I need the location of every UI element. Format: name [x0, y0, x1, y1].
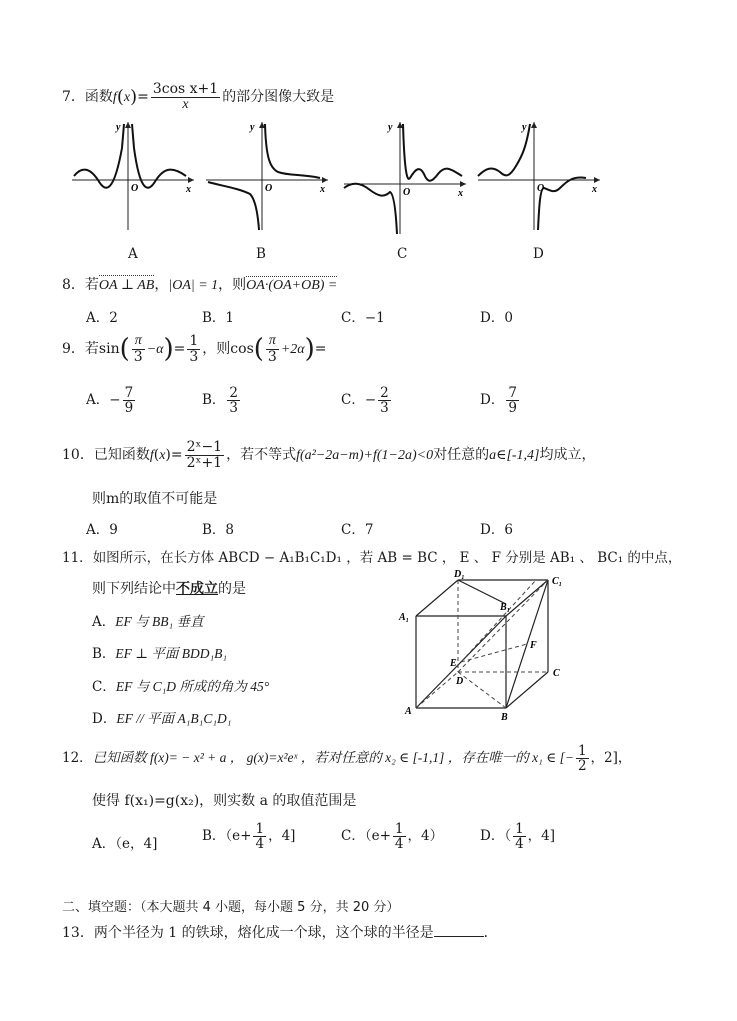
- svg-text:O: O: [537, 183, 545, 194]
- question-13-stem: 13．两个半径为 1 的铁球，熔化成一个球，这个球的半径是 ．: [62, 925, 498, 941]
- graph-label-a: A: [128, 246, 138, 262]
- svg-text:A: A: [405, 706, 412, 717]
- svg-text:y: y: [388, 122, 393, 133]
- q8-option-d[interactable]: D．0: [480, 310, 513, 326]
- svg-text:y: y: [116, 122, 121, 133]
- svg-text:D₁: D₁: [454, 569, 465, 580]
- q9-option-b[interactable]: B． $\frac{2}{3}$: [202, 385, 239, 417]
- graph-label-b: B: [256, 246, 266, 262]
- svg-text:x: x: [592, 184, 597, 195]
- cuboid-figure: [396, 566, 576, 726]
- svg-text:B: B: [501, 712, 508, 723]
- svg-text:O: O: [131, 183, 139, 194]
- svg-text:A₁: A₁: [399, 612, 410, 623]
- q9-option-a[interactable]: A．− $\frac{7}{9}$: [86, 385, 134, 417]
- question-12-stem: 12．已知函数 f(x)= − x² + a ， g(x)=x²eˣ ，若对任意的 x₂ ∈ [-1,1] ，存在唯一的 x₁ ∈ [− $\frac{1}{2}$ ，2]，: [62, 743, 632, 775]
- q8-option-b[interactable]: B．1: [202, 310, 235, 326]
- q11-option-a[interactable]: A．EF 与 BB₁ 垂直: [92, 614, 204, 630]
- graph-a: [68, 118, 198, 238]
- svg-text:C₁: C₁: [552, 576, 563, 587]
- q8-option-c[interactable]: C．−1: [341, 310, 385, 326]
- question-10-line2: 则m的取值不可能是: [92, 491, 218, 507]
- question-7-stem: 7．函数f(x)= $\frac{\text{3cos x+1}}{x}$ 的部分图像大致是: [62, 81, 335, 112]
- section-2-title: 二、填空题：（本大题共 4 小题，每小题 5 分，共 20 分）: [62, 900, 400, 915]
- q10-option-a[interactable]: A．9: [86, 522, 118, 538]
- q10-option-d[interactable]: D．6: [480, 522, 513, 538]
- q12-option-b[interactable]: B．（e+ $\frac{1}{4}$ ，4]: [202, 821, 296, 853]
- q10-option-b[interactable]: B．8: [202, 522, 235, 538]
- q11-option-c[interactable]: C．EF 与 C₁D 所成的角为 45°: [92, 679, 270, 695]
- graph-c: [340, 118, 470, 238]
- q10-option-c[interactable]: C．7: [341, 522, 374, 538]
- question-9-stem: 9．若sin( $\frac{\pi}{3}$ −α)= $\frac{1}{3}$ ，则cos( $\frac{\pi}{3}$ +2α)=: [62, 333, 327, 365]
- svg-text:E: E: [450, 658, 457, 669]
- graph-label-c: C: [397, 246, 408, 262]
- svg-text:x: x: [186, 184, 191, 195]
- q12-option-a[interactable]: A．（e，4]: [92, 836, 158, 852]
- graph-b: [202, 118, 332, 238]
- question-10-stem: 10．已知函数f(x)= $\frac{\text{2ˣ−1}}{\text{2ˣ+1}}$ ，若不等式f(a²−2a−m)+f(1−2a)<0对任意的a∈[-1,4]均成立，: [62, 439, 596, 471]
- q11-option-d[interactable]: D．EF // 平面 A₁B₁C₁D₁: [92, 711, 232, 727]
- svg-text:y: y: [522, 122, 527, 133]
- q9-option-d[interactable]: D． $\frac{7}{9}$: [480, 385, 517, 417]
- svg-text:y: y: [250, 122, 255, 133]
- svg-text:F: F: [530, 640, 537, 651]
- q8-option-a[interactable]: A．2: [86, 310, 118, 326]
- svg-text:O: O: [403, 187, 411, 198]
- q11-option-b[interactable]: B．EF ⊥ 平面 BDD₁B₁: [92, 646, 228, 662]
- answer-blank[interactable]: [434, 936, 484, 937]
- question-11-stem: 11．如图所示，在长方体 ABCD − A₁B₁C₁D₁ ，若 AB = BC ， E 、 F 分别是 AB₁ 、 BC₁ 的中点，: [62, 550, 682, 566]
- svg-text:x: x: [458, 188, 463, 199]
- svg-text:C: C: [553, 668, 560, 679]
- question-12-line2: 使得 f(x₁)=g(x₂)，则实数 a 的取值范围是: [92, 793, 357, 809]
- question-8-stem: 8．若OA ⊥ AB，|OA| = 1，则OA·(OA+OB) =: [62, 277, 338, 293]
- svg-text:B₁: B₁: [500, 602, 511, 613]
- graph-label-d: D: [533, 246, 544, 262]
- q12-option-d[interactable]: D．（ $\frac{1}{4}$ ，4]: [480, 821, 556, 853]
- svg-text:x: x: [320, 184, 325, 195]
- svg-text:D: D: [456, 676, 464, 687]
- graph-d: [474, 118, 604, 238]
- svg-text:O: O: [265, 183, 273, 194]
- question-11-line2: 则下列结论中不成立的是: [92, 581, 246, 597]
- q9-option-c[interactable]: C．− $\frac{2}{3}$: [341, 385, 389, 417]
- q12-option-c[interactable]: C．（e+ $\frac{1}{4}$ ，4）: [341, 821, 444, 853]
